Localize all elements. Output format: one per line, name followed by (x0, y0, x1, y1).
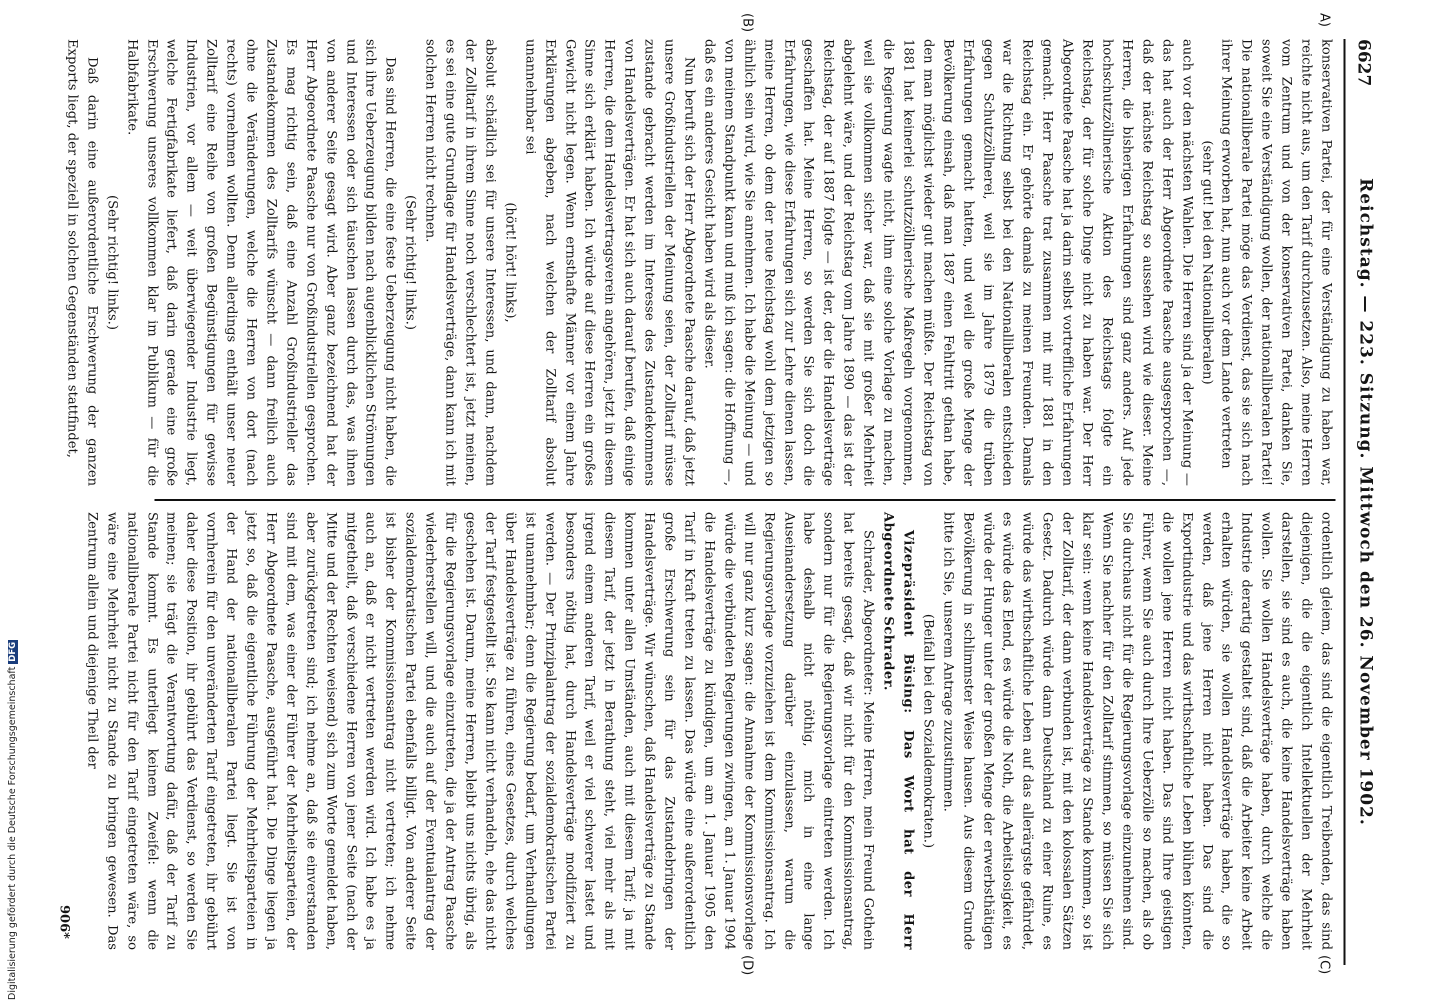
page-number: 6627 (1353, 39, 1374, 87)
credit-text: Digitalisierung gefördert durch die Deutsche Forschungsgemeinschaft (7, 666, 18, 1000)
paragraph: Schrader, Abgeordneter: Meine Herren, mein Freund Gothein hat bereits gesagt, daß wir nicht für den Kommissionsantrag, sondern nur für die Regierungsvorlage eintreten werden. Ich habe deshalb nicht nöthig, mich in eine lange Auseinandersetzung darüber einzulassen, warum die Regierungsvorlage vorzuziehen ist dem Kommissionsantrag. Ich will nur ganz kurz sagen: die Annahme der Kommissionsvorlage würde die verbündeten Regierungen zwingen, am 1. Januar 1904 die Handelsverträge zu kündigen, um am 1. Januar 1905 den Tarif in Kraft treten zu lassen. Das würde eine außerordentlich große Erschwerung sein für das Zustandebringen der Handelsverträge. Wir wünschen, daß Handelsverträge zu Stande kommen unter allen Umständen, auch mit diesem Tarif; ja mit diesem Tarif, der jetzt in Berathung steht, viel mehr als mit irgend einem anderen Tarif, weil er viel schwerer lastet und besonders nöthig hat, durch Handelsverträge modifiziert zu werden. — Der Prinzipalantrag der sozialdemokratischen Partei ist unannehmbar; denn die Regierung bedarf, um Verhandlungen über Handelsverträge zu führen, eines Gesetzes, durch welches der Tarif festgestellt ist. Sie kann nicht verhandeln, ehe das nicht geschehen ist. Darum, meine Herren, bleibt uns nichts übrig, als für die Regierungsvorlage einzutreten, die ja der Antrag Paasche wiederherstellen will, und die auch auf der Eventualantrag der sozialdemokratischen Partei ebenfalls billigt. Von anderer Seite ist bisher der Kommissionsantrag nicht vertreten; ich nehme auch an, daß er nicht vertreten werden wird. Ich habe es ja mitgetheilt, daß verschiedene Herren von jener Seite (nach der Mitte und der Rechten weisend) sich zum Worte gemeldet haben, aber zurückgetreten sind; ich nehme an, daß sie einverstanden sind mit dem, was einer der Führer der Mehrheitsparteien, der Herr Abgeordnete Paasche, ausgeführt hat. Die Dinge liegen ja jetzt so, daß die eigentliche Führung der Mehrheitsparteien in der Hand der nationalliberalen Partei liegt. Sie ist von vornherein für den unveränderten Tarif eingetreten, ihr gebührt daher diese Position, ihr gebührt das Verdienst, so werden Sie meinen; sie trägt die Verantwortung dafür, daß der Tarif zu Stande kommt. Es unterliegt keinem Zweifel: wenn die nationalliberale Partei nicht für den Tarif eingetreten wäre, so wäre eine Mehrheit nicht zu Stande zu bringen gewesen. Das Zentrum allein und diejenige Theil der (84, 512, 876, 950)
interjection: (Sehr richtig! links.) (402, 195, 418, 330)
margin-mark-a: A) (1316, 13, 1332, 27)
paragraph: Das sind Herren, die eine feste Ueberzeugung nicht haben, die sich ihre Ueberzeugung bilden nach augenblicklichen Strömungen und Interessen oder sich täuschen lassen durch das, was ihnen von anderer Seite gesagt wird. Aber ganz bezeichnend hat der Herr Abgeordnete Paasche nur von Großindustriellen gesprochen. Es mag richtig sein, daß eine Anzahl Großindustrieller das Zustandekommen des Zolltarifs wünscht — dann freilich auch ohne die Veränderungen, welche die Herren von dort (nach rechts) vornehmen wollten. Denn allerdings enthält unser neuer Zolltarif eine Reihe von großen Begünstigungen für gewisse Industrien, vor allem — weit überwiegender Industrie liegt, welche Fertigfabrikate liefert, daß darin gerade eine große Erschwerung unseres vollkommen klar im Publikum — für die Halbfabrikate. (124, 39, 398, 486)
interjection: (Beifall bei den Sozialdemokraten.) (920, 613, 936, 849)
dfg-logo: DFG (8, 641, 18, 662)
paragraph: Daß darin eine außerordentliche Erschwerung der ganzen Exports liegt, der speziell in solchen Gegenständen stattfindet, (64, 39, 100, 486)
column-rule (155, 499, 1336, 501)
margin-mark-b: (B) (739, 13, 755, 33)
paragraph: ordentlich gleiem, das sind die eigentlich Treibenden, das sind diejenigen, die die eigentlich Intellektuellen der Mehrheit darstellen, sie sind es auch, die keine Handelsverträge haben wollen. Sie wollen Handelsverträge haben, durch welche die Industrie derartig gestaltet sind, daß die Arbeiter keine Arbeit erhalten würden, sie wollen Handelsverträge haben, die so werden, daß jene Herren nicht haben. Das sind die Exportindustrie und das wirthschaftliche Leben blühen könnten, die wollen jene Herren nicht haben. Das sind Ihre geistigen Führer, wenn Sie auch durch Ihre Ueberzölle so machen, als ob Sie durchaus nicht für die Regierungsvorlage einzunehmen sind. Wenn Sie nachher für den Zolltarif stimmen, so müssen Sie sich klar sein: wenn keine Handelsverträge zu Stande kommen, so ist der Zolltarif, der dann verbunden ist, mit den kolossalen Sätzen Gesetz. Dadurch würde dann Deutschland zu einer Ruine, es würde das wirthschaftliche Leben auf das allerärgste gefährdet, es würde das Elend, es würde die Noth, die Arbeitslosigkeit, es würde der Hunger unter der großen Menge der erwerbsthätigen Bevölkerung in schlimmster Weise hausen. Aus diesem Grunde bitte ich Sie, unserem Antrage zuzustimmen. (940, 512, 1334, 950)
text-column-right (79, 512, 1336, 950)
scanned-page (45, 5, 1390, 995)
paragraph: Nun beruft sich der Herr Abgeordnete Paasche darauf, daß jetzt unsere Großindustriellen der Meinung seien, der Zolltarif müsse zustande gebracht werden im Interesse des Zustandekommens von Handelsverträgen. Er hat sich auch darauf berufen, daß einige Herren, die dem Handelsvertragsverein angehören, jetzt in diesem Sinne sich erklärt haben. Ich würde auf diese Herren ein großes Gewicht nicht legen. Wenn ernsthafte Männer vor einem Jahre Erklärungen abgeben, nach welchen der Zolltarif absolut unannehmbar sei (522, 39, 697, 486)
header-rule (1344, 39, 1346, 965)
interjection: (hört! hört! links), (502, 202, 518, 323)
interjection: (sehr gut! bei den Nationalliberalen) (1199, 140, 1215, 385)
digitization-credit (7, 630, 18, 1000)
margin-mark-c: (C) (1316, 955, 1332, 975)
text-column-left (64, 39, 1336, 486)
running-head: Reichstag. — 223. Sitzung. Mittwoch den 26. November 1902. (1355, 178, 1376, 826)
speaker-line: Vizepräsident Büsing: Das Wort hat der Herr Abgeordnete Schrader. (880, 512, 916, 950)
paragraph: auch vor den nächsten Wahlen. Die Herren sind ja der Meinung — das hat auch der Herr Abgeordnete Paasche ausgesprochen —, daß der nächste Reichstag so aussehen wird wie dieser. Meine Herren, die bisherigen Erfahrungen sind ganz anders. Auf jede hochschutzzöllnerische Aktion des Reichstags folgte ein Reichstag, der für solche Dinge nicht zu haben war. Der Herr Abgeordnete Paasche hat ja darin selbst vortreffliche Erfahrungen gemacht. Herr Paasche trat zusammen mit mir 1881 in den Reichstag ein. Er gehörte damals zu meinen Freunden. Damals war die Richtung selbst bei den Nationalliberalen entschieden gegen Schutzzöllnerei, weil sie im Jahre 1879 die trüben Erfahrungen gemacht hatten, und weil die große Menge der Bevölkerung einsah, daß man 1887 einen Fehltritt gethan habe, den man möglichst wieder gut machen müßte. Der Reichstag von 1881 hat keinerlei schutzzöllnerische Maßregeln vorgenommen, die Regierung wagte nicht, ihm eine solche Vorlage zu machen, weil sie vollkommen sicher war, daß sie mit großer Mehrheit abgelehnt wäre, und der Reichstag vom Jahre 1890 — das ist der Reichstag, der auf 1887 folgte — ist der, der die Handelsverträge geschaffen hat. Meine Herren, so werden Sie sich doch die Erfahrungen, wie diese Erfahrungen sich zur Lehre dienen lassen, meine Herren, ob dem der neue Reichstag wohl dem jetzigen so ähnlich sein wird, wie Sie annehmen. Ich habe die Meinung — und von meinem Standpunkt kann und muß ich sagen: die Hoffnung —, daß es ein anderes Gesicht haben wird als dieser. (701, 39, 1195, 486)
page-header (1342, 39, 1376, 965)
margin-mark-d: (D) (739, 955, 755, 976)
sheet-signature: 906* (56, 905, 72, 939)
interjection: (Sehr richtig! links.) (104, 195, 120, 330)
paragraph: konservativen Partei, der für eine Verständigung zu haben war, reichte nicht aus, um den Tarif durchzusetzen. Also, meine Herren vom Zentrum und von der konservativen Partei, danken Sie, soweit Sie eine Verständigung wollen, der nationalliberalen Partei! Die nationalliberale Partei möge das Verdienst, das sie sich nach ihrer Meinung erworben hat, nun auch vor dem Lande vertreten (1218, 39, 1334, 486)
paragraph: absolut schädlich sei für unsere Interessen, und dann, nachdem der Zolltarif in ihrem Sinne noch verschlechtert ist, jetzt meinen, es sei eine gute Grundlage für Handelsverträge, dann kann ich mit solchen Herren nicht rechnen. (422, 39, 498, 486)
